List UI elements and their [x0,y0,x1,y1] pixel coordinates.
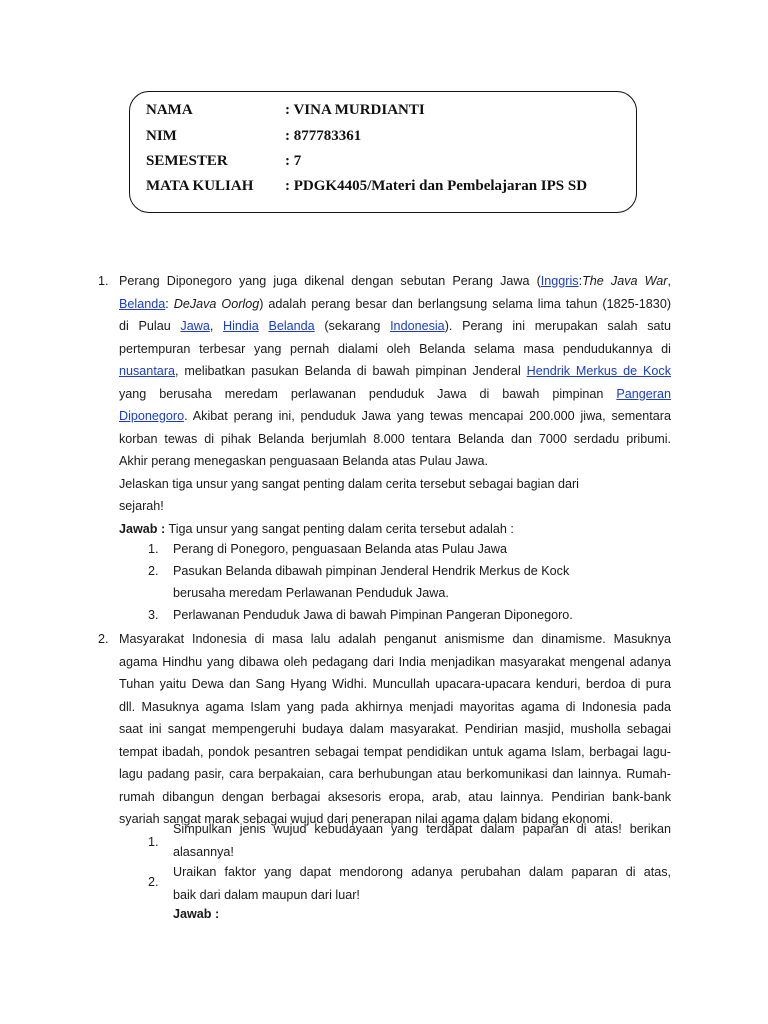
q1-line: yang berusaha meredam perlawanan penduduk Jawa di bawah pimpinan Pangeran [119,386,671,401]
link-hindia[interactable]: Hindia [223,319,259,333]
answer-item-cont: berusaha meredam Perlawanan Penduduk Jawa. [173,586,449,600]
q1-jawab: Jawab : Tiga unsur yang sangat penting dalam cerita tersebut adalah : [119,521,514,536]
answer-number: 1. [148,542,159,556]
q1-line: Jelaskan tiga unsur yang sangat penting dalam cerita tersebut sebagai bagian dari [119,476,579,491]
jawab-label: Jawab : [119,521,166,536]
q1-line: nusantara, melibatkan pasukan Belanda di bawah pimpinan Jenderal Hendrik Merkus de Kock [119,364,671,378]
q2-line: saat ini sangat mempengeruhi budaya dalam masyarakat. Pendirian masjid, musholla sebagai [119,722,671,736]
link-nusantara[interactable]: nusantara [119,364,176,378]
task-item: Simpulkan jenis wujud kebudayaan yang terdapat dalam paparan di atas! berikan alasannya! [173,822,671,859]
q1-line: Diponegoro. Akibat perang ini, penduduk Jawa yang tewas mencapai 200.000 jiwa, sementara [119,409,671,423]
q2-line: dll. Masuknya agama Islam yang pada akhirnya menjadi mayoritas agama di Indonesia pada [119,699,671,714]
link-indonesia[interactable]: Indonesia [390,319,445,333]
q2-line: Masyarakat Indonesia di masa lalu adalah penganut anismisme dan dinamisme. Masuknya [119,632,671,646]
answer-number: 2. [148,564,159,578]
answer-item: Perang di Ponegoro, penguasaan Belanda atas Pulau Jawa [173,542,507,556]
semester-label: SEMESTER [146,153,228,169]
answer-number: 3. [148,608,159,622]
nim-label: NIM [146,128,177,144]
q1-line: Belanda: DeJava Oorlog) adalah perang besar dan berlangsung selama lima tahun (1825-1830) [119,296,672,311]
q2-line: rumah dibangun dengan berbagai aksesoris eropa, arab, atau lainnya. Pendirian bank-bank [119,789,671,804]
task-number: 1. [148,835,159,849]
link-diponegoro[interactable]: Diponegoro [119,409,185,423]
matkul-value: : PDGK4405/Materi dan Pembelajaran IPS SD [285,178,588,194]
link-de-kock[interactable]: Hendrik Merkus de Kock [526,364,671,378]
question-1-number: 1. [98,274,109,288]
question-2 [119,628,671,831]
q1-line: Akhir perang menegaskan penguasaan Belanda atas Pulau Jawa. [119,454,488,468]
link-hindia-belanda[interactable]: Belanda [268,319,315,333]
q1-line: sejarah! [119,499,164,513]
q2-line: tempat ibadah, pondok pesantren sebagai tempat pendidikan untuk agama Islam, berbagai lagu- [119,744,671,759]
q2-line: lagu padang pasir, cara berpakaian, cara berhubungan atau berkomunikasi dan lainnya. Rumah- [119,767,671,781]
answer-item: Pasukan Belanda dibawah pimpinan Jenderal Hendrik Merkus de Kock [173,564,570,578]
q1-line: korban tewas di pihak Belanda berjumlah 8.000 tentara Belanda dan 7000 serdadu pribumi. [119,431,671,446]
nama-value: : VINA MURDIANTI [285,102,425,118]
task-number: 2. [148,875,159,889]
link-belanda[interactable]: Belanda [119,296,166,311]
q1-line: pertempuran terbesar yang pernah dialami oleh Belanda selama masa pendudukannya di [119,341,671,356]
q2-line: agama Hindhu yang dibawa oleh pedagang dari India menjadikan masyarakat mengenal adanya [119,654,671,669]
nama-label: NAMA [146,102,193,118]
answer-item: Perlawanan Penduduk Jawa di bawah Pimpinan Pangeran Diponegoro. [173,608,573,622]
link-inggris[interactable]: Inggris [540,274,579,288]
link-jawa[interactable]: Jawa [180,319,210,333]
question-1 [119,270,671,540]
nim-value: : 877783361 [285,128,362,144]
task-item: Uraikan faktor yang dapat mendorong adanya perubahan dalam paparan di atas, baik dari dalam maupun dari luar! [173,865,671,902]
q2-line: syariah sangat marak sebagai wujud dari penerapan nilai agama dalam bidang ekonomi. [119,812,614,826]
question-2-number: 2. [98,632,109,646]
q1-line: Perang Diponegoro yang juga dikenal dengan sebutan Perang Jawa (Inggris:The Java War, [119,274,671,288]
matkul-label: MATA KULIAH [146,178,254,194]
q2-jawab-label: Jawab : [173,907,220,921]
q1-line: di Pulau Jawa, Hindia Belanda (sekarang Indonesia). Perang ini merupakan salah satu [119,319,672,333]
semester-value: : 7 [285,153,302,169]
q2-line: Tuhan yaitu Dewa dan Sang Hyang Widhi. Muncullah upacara-upacara kenduri, berdoa di pura [119,677,671,691]
link-pangeran[interactable]: Pangeran [616,386,671,401]
